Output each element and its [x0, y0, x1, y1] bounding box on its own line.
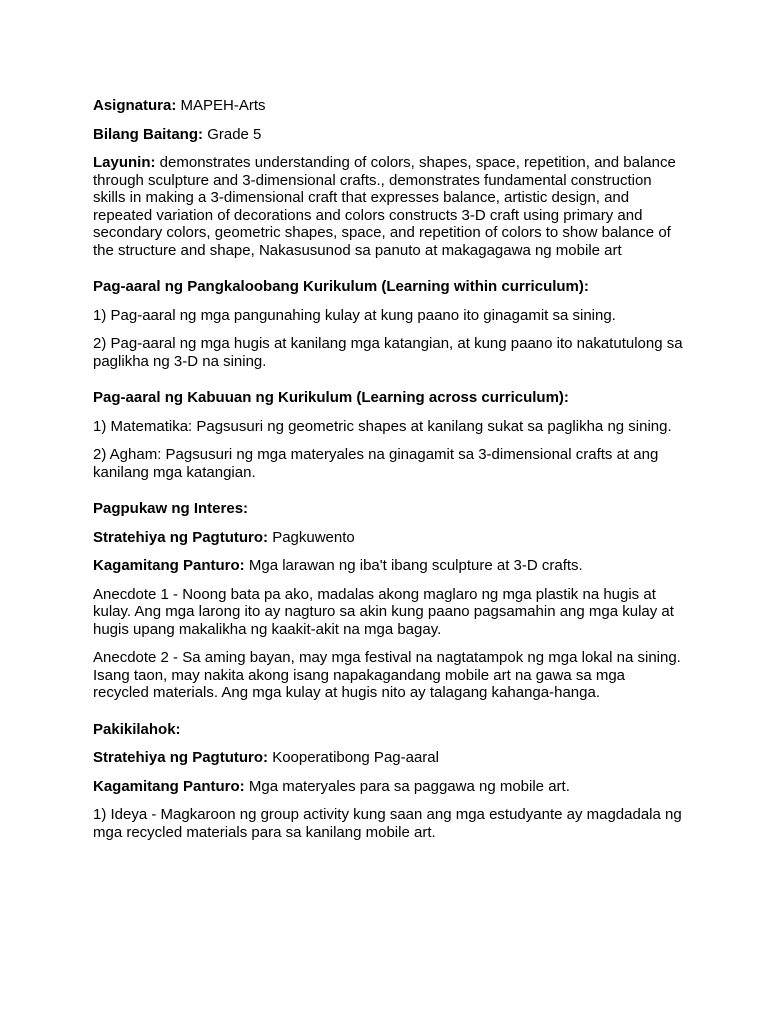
within-curriculum-heading: Pag-aaral ng Pangkaloobang Kurikulum (Learning within curriculum):: [93, 278, 589, 295]
anecdote-1: Anecdote 1 - Noong bata pa ako, madalas akong maglaro ng mga plastik na hugis at kulay. Ang mga larong ito ay nagturo sa akin kung paano pagsamahin ang mga kulay at hugis upang makalikha ng kaakit-akit na mga bagay.: [93, 585, 674, 638]
pakikilahok-materials-line: [93, 778, 683, 796]
within-item-2: 2) Pag-aaral ng mga hugis at kanilang mga katangian, at kung paano ito nakatutulong sa paglikha ng 3-D na sining.: [93, 335, 683, 370]
layunin-label: Layunin:: [93, 154, 156, 171]
within-item-1: 1) Pag-aaral ng mga pangunahing kulay at kung paano ito ginagamit sa sining.: [93, 306, 616, 324]
interes-strategy-value: Pagkuwento: [272, 528, 355, 546]
asignatura-value: MAPEH-Arts: [180, 97, 266, 114]
interes-strategy-label: Stratehiya ng Pagtuturo:: [93, 528, 269, 546]
asignatura-line: [93, 97, 683, 115]
interes-materials-label: Kagamitang Panturo:: [93, 557, 245, 574]
asignatura-label: Asignatura:: [93, 97, 177, 114]
pakikilahok-strategy-label: Stratehiya ng Pagtuturo:: [93, 749, 269, 766]
across-item-2: 2) Agham: Pagsusuri ng mga materyales na ginagamit sa 3-dimensional crafts at ang kanilang mga katangian.: [93, 446, 659, 481]
interes-materials-line: [93, 557, 683, 575]
interes-strategy-line: [93, 529, 683, 547]
anecdote-2: Anecdote 2 - Sa aming bayan, may mga festival na nagtatampok ng mga lokal na sining. Isang taon, may nakita akong isang napakagandang mobile art na gawa sa mga recycled materials. Ang mga kulay at hugis nito ay talagang kahanga-hanga.: [93, 649, 681, 701]
pakikilahok-strategy-line: [93, 749, 683, 767]
document-page: [93, 97, 683, 852]
across-curriculum-heading: Pag-aaral ng Kabuuan ng Kurikulum (Learning across curriculum):: [93, 389, 569, 406]
baitang-label: Bilang Baitang:: [93, 125, 204, 143]
pakikilahok-heading: Pakikilahok:: [93, 720, 181, 738]
layunin-text: demonstrates understanding of colors, shapes, space, repetition, and balance through sculpture and 3-dimensional crafts., demonstrates fundamental construction skills in making a 3-dimensional craft that expresses balance, artistic design, and repeated variation of decorations and colors constructs 3-D craft using primary and secondary colors, geometric shapes, space, and repetition of colors to show balance of the structure and shape, Nakasusunod sa panuto at makagagawa ng mobile art: [93, 154, 676, 259]
baitang-line: [93, 126, 683, 144]
pakikilahok-materials-value: Mga materyales para sa paggawa ng mobile art.: [248, 777, 570, 795]
pakikilahok-strategy-value: Kooperatibong Pag-aaral: [272, 749, 439, 766]
interes-heading: Pagpukaw ng Interes:: [93, 500, 249, 517]
layunin-paragraph: [93, 154, 683, 259]
across-item-1: 1) Matematika: Pagsusuri ng geometric shapes at kanilang sukat sa paglikha ng sining.: [93, 417, 672, 435]
pakikilahok-item-1: 1) Ideya - Magkaroon ng group activity kung saan ang mga estudyante ay magdadala ng mga recycled materials para sa kanilang mobile art.: [93, 806, 682, 841]
interes-materials-value: Mga larawan ng iba't ibang sculpture at 3-D crafts.: [248, 557, 583, 574]
pakikilahok-materials-label: Kagamitang Panturo:: [93, 777, 245, 795]
baitang-value: Grade 5: [207, 125, 262, 143]
